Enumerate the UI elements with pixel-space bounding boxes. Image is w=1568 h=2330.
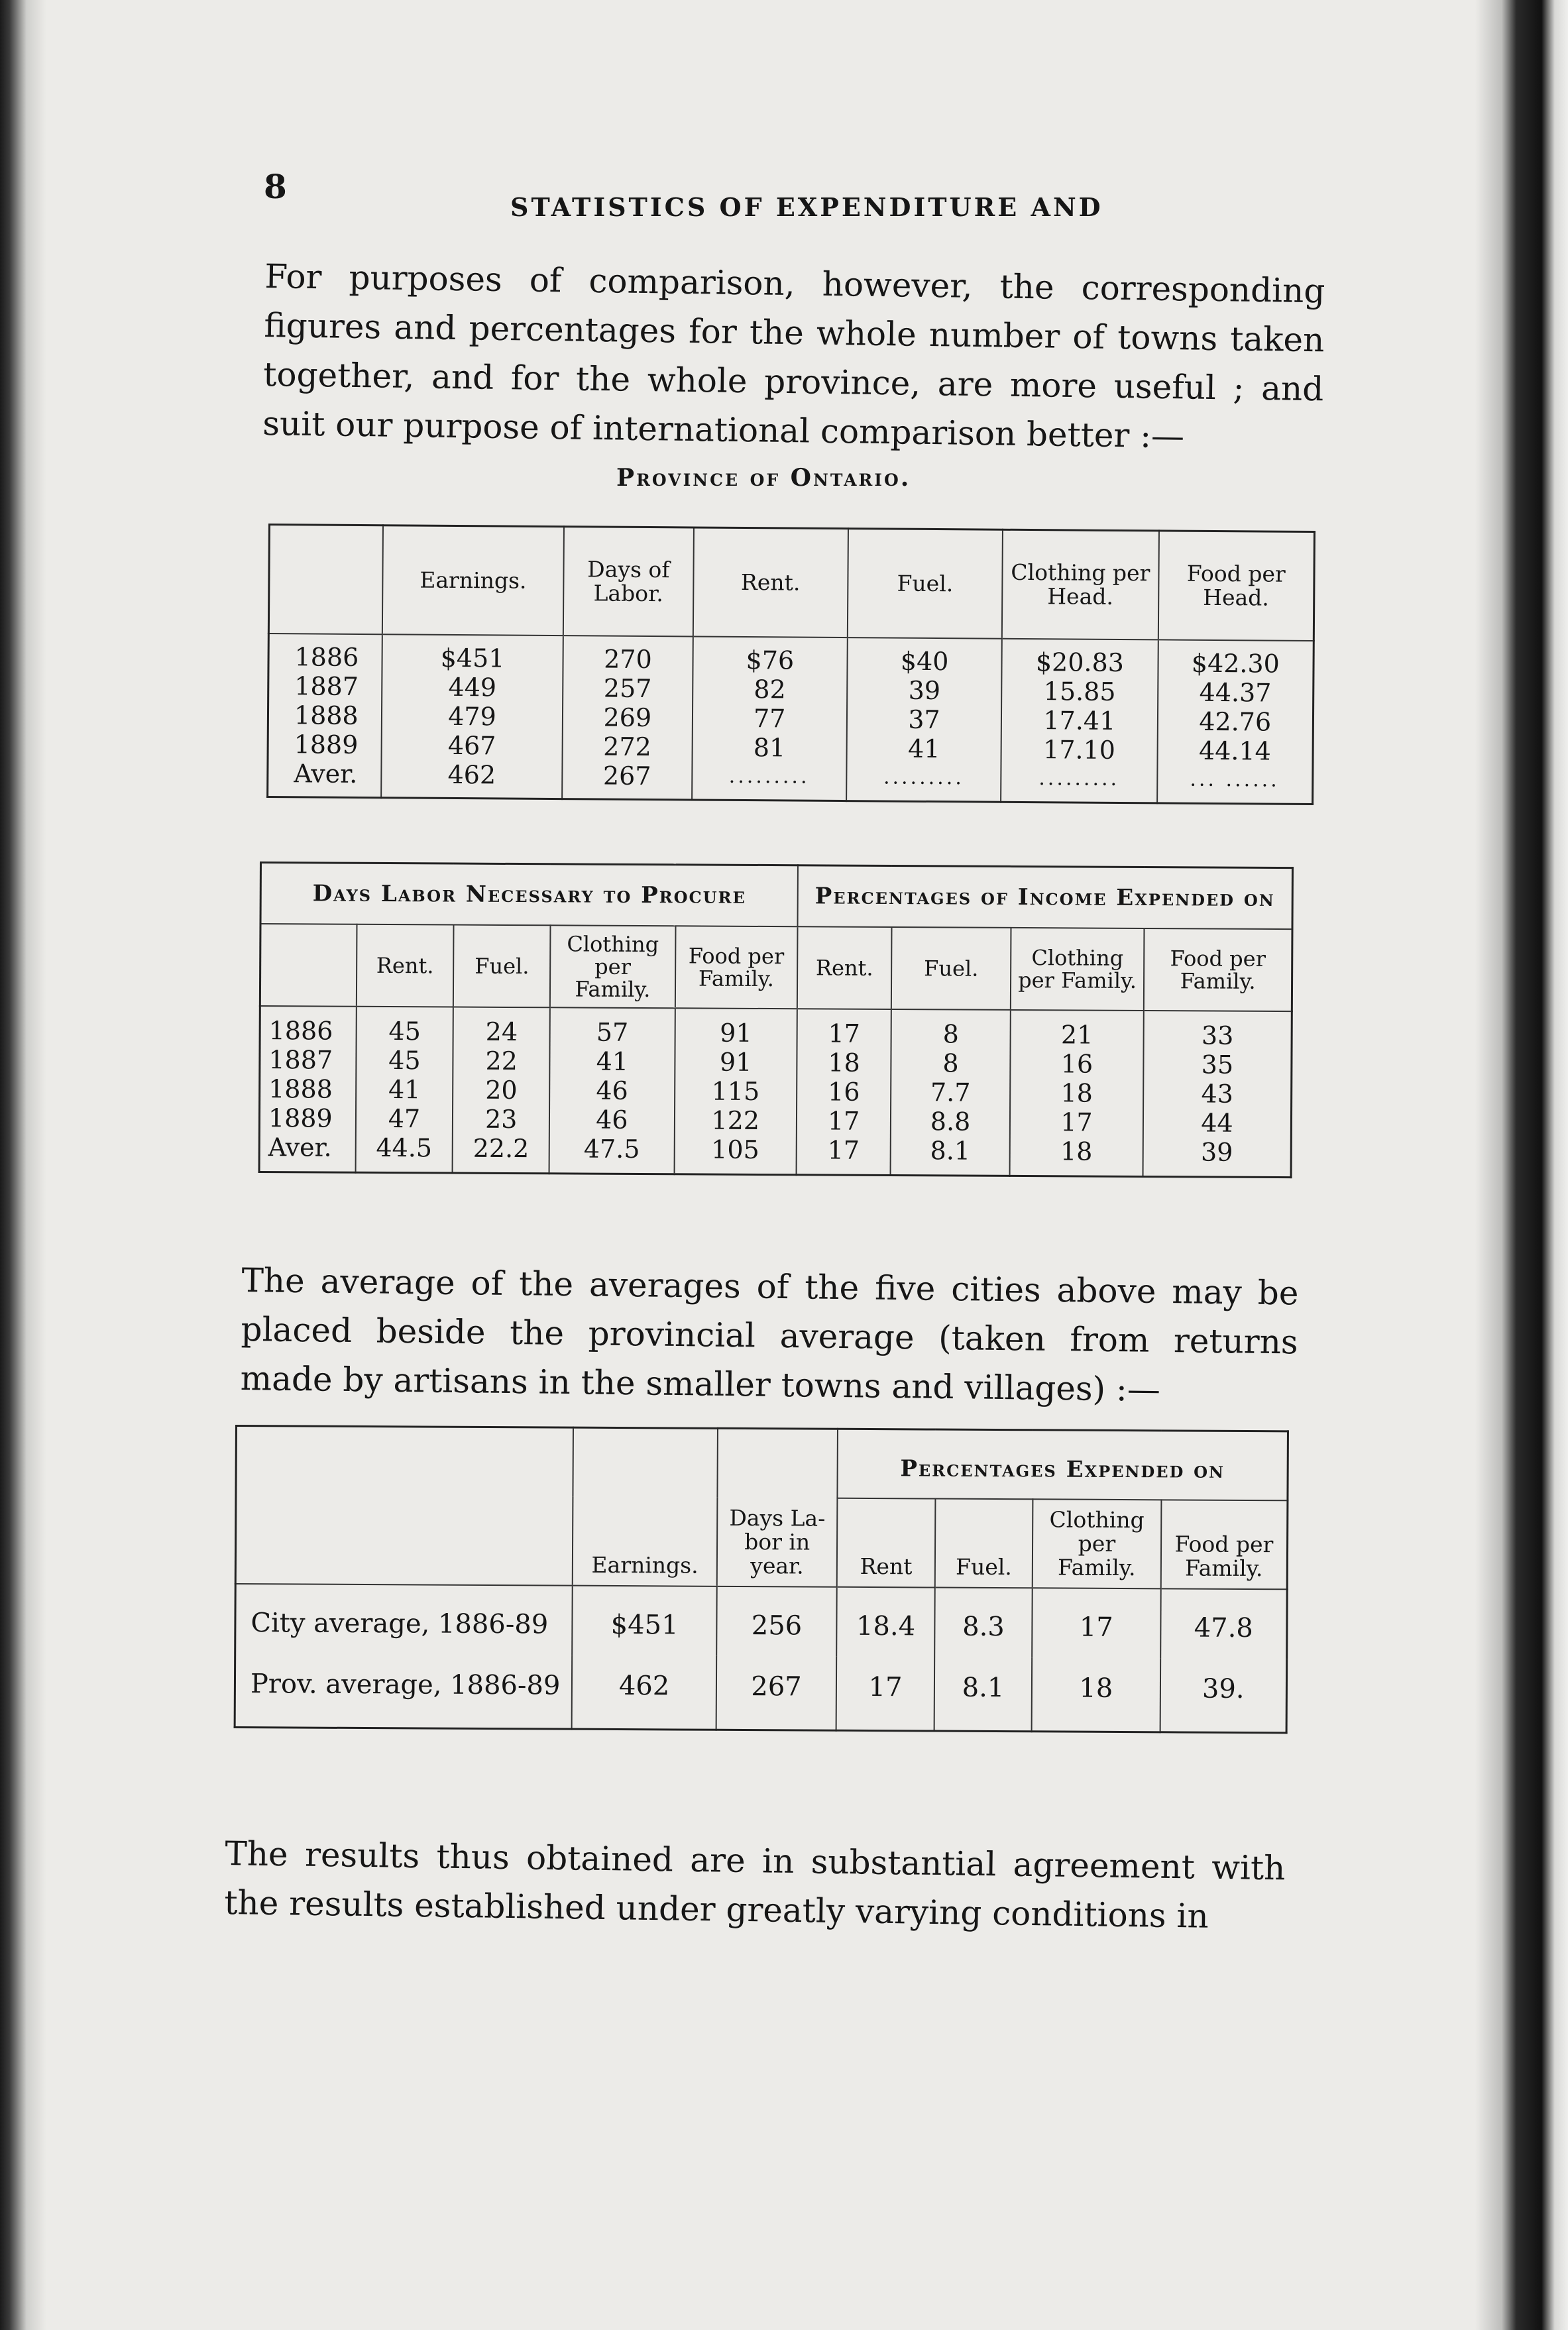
t1-fuel-aver-dots: .........	[883, 765, 964, 790]
t1-clothing-value: $20.83	[1035, 647, 1125, 678]
t2-header-blank	[260, 924, 357, 1007]
table-1-header-row	[268, 525, 1314, 641]
t2-pct-rent-col	[797, 1009, 891, 1175]
t1-food-col	[1157, 639, 1314, 804]
t2-group-days-labor: Days Labor Necessary to Procure	[260, 863, 798, 927]
t3-header-earnings: Earnings.	[573, 1427, 718, 1586]
t2-pct-clothing: 18	[1060, 1137, 1093, 1166]
t2-pct-rent: 17	[827, 1106, 860, 1136]
t2-pct-fuel: 8	[942, 1048, 959, 1078]
table-row	[259, 1006, 1292, 1178]
table-row	[235, 1584, 1288, 1659]
paragraph-2-text: The average of the averages of the five cities above may be placed beside the provincial average (taken from returns made by artisans in the smaller towns and villages) :—	[240, 1260, 1299, 1409]
t2-days-food: 105	[711, 1135, 759, 1164]
t3-row-label: City average, 1886-89	[251, 1608, 549, 1640]
t2-pct-clothing: 16	[1060, 1049, 1093, 1079]
t1-fuel-value: 41	[907, 734, 940, 764]
t2-days-fuel: 20	[485, 1075, 518, 1105]
t1-clothing-value: 17.10	[1042, 735, 1116, 765]
t2-year: Aver.	[268, 1133, 332, 1162]
t1-header-food-per-head: Food per Head.	[1158, 531, 1314, 641]
paragraph-1	[262, 252, 1325, 463]
t1-fuel-value: $40	[900, 646, 949, 677]
t2-header-clothing: Clothing per Family.	[550, 925, 675, 1008]
t1-rent-value: $76	[746, 645, 795, 675]
t2-days-clothing: 46	[596, 1076, 628, 1105]
t2-pct-fuel-col	[891, 1009, 1011, 1176]
t3-clothing: 18	[1032, 1657, 1160, 1732]
t1-food-value: 44.37	[1199, 677, 1272, 708]
t1-rent-value: 77	[753, 704, 786, 734]
t1-days-value: 267	[602, 761, 651, 791]
t1-food-value: $42.30	[1191, 648, 1280, 679]
t2-days-rent: 47	[388, 1104, 421, 1134]
t2-days-clothing: 41	[596, 1046, 629, 1076]
t2-pct-fuel: 8.1	[930, 1136, 971, 1166]
t3-food: 47.8	[1160, 1588, 1287, 1659]
t1-days-value: 257	[603, 673, 652, 704]
t3-rent: 18.4	[836, 1587, 935, 1657]
t1-food-value: 44.14	[1198, 736, 1271, 766]
t3-fuel: 8.1	[934, 1657, 1032, 1732]
t1-earnings-value: 467	[447, 730, 496, 761]
t2-header-pct-food: Food per Family.	[1144, 928, 1292, 1011]
t1-clothing-col	[1001, 639, 1158, 803]
t1-rent-value: 81	[753, 733, 786, 763]
t3-group-percentages: Percentages Expended on	[838, 1429, 1288, 1500]
t2-pct-rent: 18	[828, 1048, 860, 1078]
t1-rent-col	[692, 636, 848, 801]
city-vs-province-table	[234, 1425, 1289, 1734]
t2-pct-clothing: 21	[1060, 1020, 1093, 1050]
t2-header-food: Food per Family.	[675, 926, 797, 1009]
t2-days-rent-col	[355, 1007, 453, 1173]
t2-days-rent: 45	[388, 1046, 421, 1076]
t1-food-value: 42.76	[1199, 706, 1272, 737]
paragraph-3	[224, 1829, 1286, 1942]
paragraph-2	[240, 1256, 1299, 1415]
t2-header-rent: Rent.	[357, 924, 454, 1007]
t1-earnings-value: 479	[448, 701, 496, 732]
days-labor-and-percentages-table	[258, 861, 1294, 1178]
t1-fuel-value: 39	[908, 675, 941, 706]
t3-header-fuel: Fuel.	[935, 1499, 1033, 1588]
t2-header-pct-fuel: Fuel.	[891, 927, 1011, 1010]
t3-earnings: 462	[572, 1655, 716, 1730]
t1-header-fuel: Fuel.	[848, 529, 1003, 639]
paragraph-1-text: For purposes of comparison, however, the corresponding figures and percentages for the whole number of towns taken together, and for the whole province, are more useful ; and suit our purpose of international comparison better :—	[262, 256, 1325, 456]
t2-year: 1888	[268, 1074, 333, 1104]
t1-year: 1886	[294, 642, 359, 672]
t1-header-earnings: Earnings.	[382, 526, 564, 636]
t2-days-fuel: 23	[484, 1104, 518, 1135]
t2-pct-rent: 16	[827, 1077, 860, 1107]
running-header: STATISTICS OF EXPENDITURE AND	[510, 192, 1103, 222]
table-row	[235, 1653, 1287, 1733]
t2-year: 1887	[268, 1045, 333, 1075]
t1-header-rent: Rent.	[693, 527, 848, 638]
t2-year: 1886	[268, 1016, 333, 1046]
t2-header-pct-rent: Rent.	[797, 926, 892, 1009]
t2-pct-rent: 17	[828, 1019, 861, 1048]
t1-year-col	[268, 634, 382, 798]
t1-rent-aver-dots: .........	[728, 764, 810, 789]
t2-group-row	[260, 863, 1292, 930]
t1-year: Aver.	[294, 759, 358, 789]
t3-header-clothing: Clothing per Family.	[1033, 1499, 1161, 1588]
t2-pct-food: 43	[1201, 1079, 1233, 1109]
t3-days: 256	[716, 1586, 837, 1657]
t3-header-food: Food per Family.	[1160, 1500, 1287, 1589]
t3-days: 267	[716, 1656, 837, 1730]
t2-year-col	[259, 1006, 357, 1172]
t2-days-fuel-col	[453, 1007, 550, 1174]
t2-pct-rent: 17	[827, 1135, 860, 1165]
paragraph-3-text: The results thus obtained are in substantial agreement with the results established under greatly varying conditions in	[224, 1834, 1286, 1936]
t2-days-food-col	[674, 1008, 797, 1174]
t2-days-fuel: 22.2	[473, 1133, 530, 1164]
t3-group-row	[236, 1426, 1288, 1501]
t2-pct-clothing: 18	[1060, 1078, 1093, 1108]
t3-row-label: Prov. average, 1886-89	[250, 1669, 561, 1701]
t3-rent: 17	[836, 1657, 935, 1731]
t2-header-pct-clothing: Clothing per Family.	[1011, 928, 1145, 1011]
t2-days-rent: 41	[388, 1075, 421, 1105]
t2-pct-clothing: 17	[1060, 1107, 1093, 1137]
t2-pct-fuel: 7.7	[930, 1078, 971, 1107]
t2-days-food: 122	[711, 1105, 760, 1135]
t1-year: 1887	[294, 671, 359, 701]
t2-pct-food-col	[1143, 1011, 1292, 1178]
t2-pct-clothing-col	[1010, 1010, 1144, 1177]
province-of-ontario-table	[266, 524, 1316, 805]
table-1-title: Province of Ontario.	[616, 464, 911, 492]
t3-header-rent: Rent	[837, 1498, 936, 1588]
t2-pct-food: 35	[1201, 1050, 1234, 1080]
t1-earnings-value: $451	[440, 643, 505, 673]
t2-days-rent: 45	[388, 1017, 421, 1046]
t1-header-clothing-per-head: Clothing per Head.	[1002, 529, 1159, 639]
t1-earnings-value: 449	[448, 672, 497, 702]
t1-days-value: 272	[603, 732, 651, 762]
table-row	[268, 634, 1314, 804]
t2-days-food: 91	[719, 1047, 752, 1077]
t1-clothing-value: 15.85	[1043, 677, 1116, 706]
t1-clothing-value: 17.41	[1043, 706, 1116, 736]
t3-earnings: $451	[572, 1586, 716, 1656]
t1-earnings-value: 462	[447, 759, 496, 790]
t1-food-aver-dots: ... ......	[1190, 767, 1280, 792]
t2-pct-fuel: 8	[942, 1019, 959, 1049]
t2-days-clothing: 57	[596, 1017, 629, 1047]
t3-header-days: Days La-bor in year.	[717, 1428, 838, 1586]
t1-clothing-aver-dots: .........	[1038, 767, 1120, 791]
t2-days-food: 115	[711, 1076, 760, 1106]
t2-header-row	[260, 924, 1292, 1011]
t2-header-fuel: Fuel.	[453, 925, 551, 1008]
t1-fuel-value: 37	[908, 704, 940, 735]
t2-year: 1889	[268, 1103, 333, 1133]
t2-days-clothing: 47.5	[583, 1134, 640, 1164]
t1-year: 1888	[294, 700, 359, 730]
t2-pct-fuel: 8.8	[930, 1107, 971, 1137]
t3-clothing: 17	[1032, 1588, 1160, 1658]
t1-earnings-col	[381, 634, 563, 799]
t2-days-rent: 44.5	[376, 1133, 433, 1163]
t1-rent-value: 82	[754, 675, 786, 704]
t3-fuel: 8.3	[934, 1588, 1032, 1658]
t2-pct-food: 33	[1201, 1021, 1234, 1050]
t2-days-clothing: 46	[596, 1105, 628, 1135]
t1-year: 1889	[294, 730, 359, 759]
t2-days-food: 91	[720, 1018, 752, 1048]
t1-header-blank	[268, 525, 383, 635]
t3-header-blank	[235, 1426, 573, 1586]
t3-food: 39.	[1160, 1658, 1286, 1732]
t2-pct-food: 44	[1201, 1108, 1233, 1138]
t1-header-days-of-labor: Days of Labor.	[563, 527, 694, 637]
t1-days-value: 270	[604, 644, 652, 675]
t2-days-fuel: 24	[485, 1017, 518, 1047]
t2-days-fuel: 22	[485, 1046, 518, 1076]
t2-pct-food: 39	[1200, 1137, 1233, 1167]
t1-days-value: 269	[603, 702, 652, 733]
t1-days-col	[562, 636, 693, 800]
t1-fuel-col	[846, 638, 1002, 802]
t2-days-clothing-col	[549, 1007, 675, 1174]
page-number: 8	[264, 167, 287, 206]
t2-group-percentages: Percentages of Income Expended on	[798, 865, 1293, 929]
